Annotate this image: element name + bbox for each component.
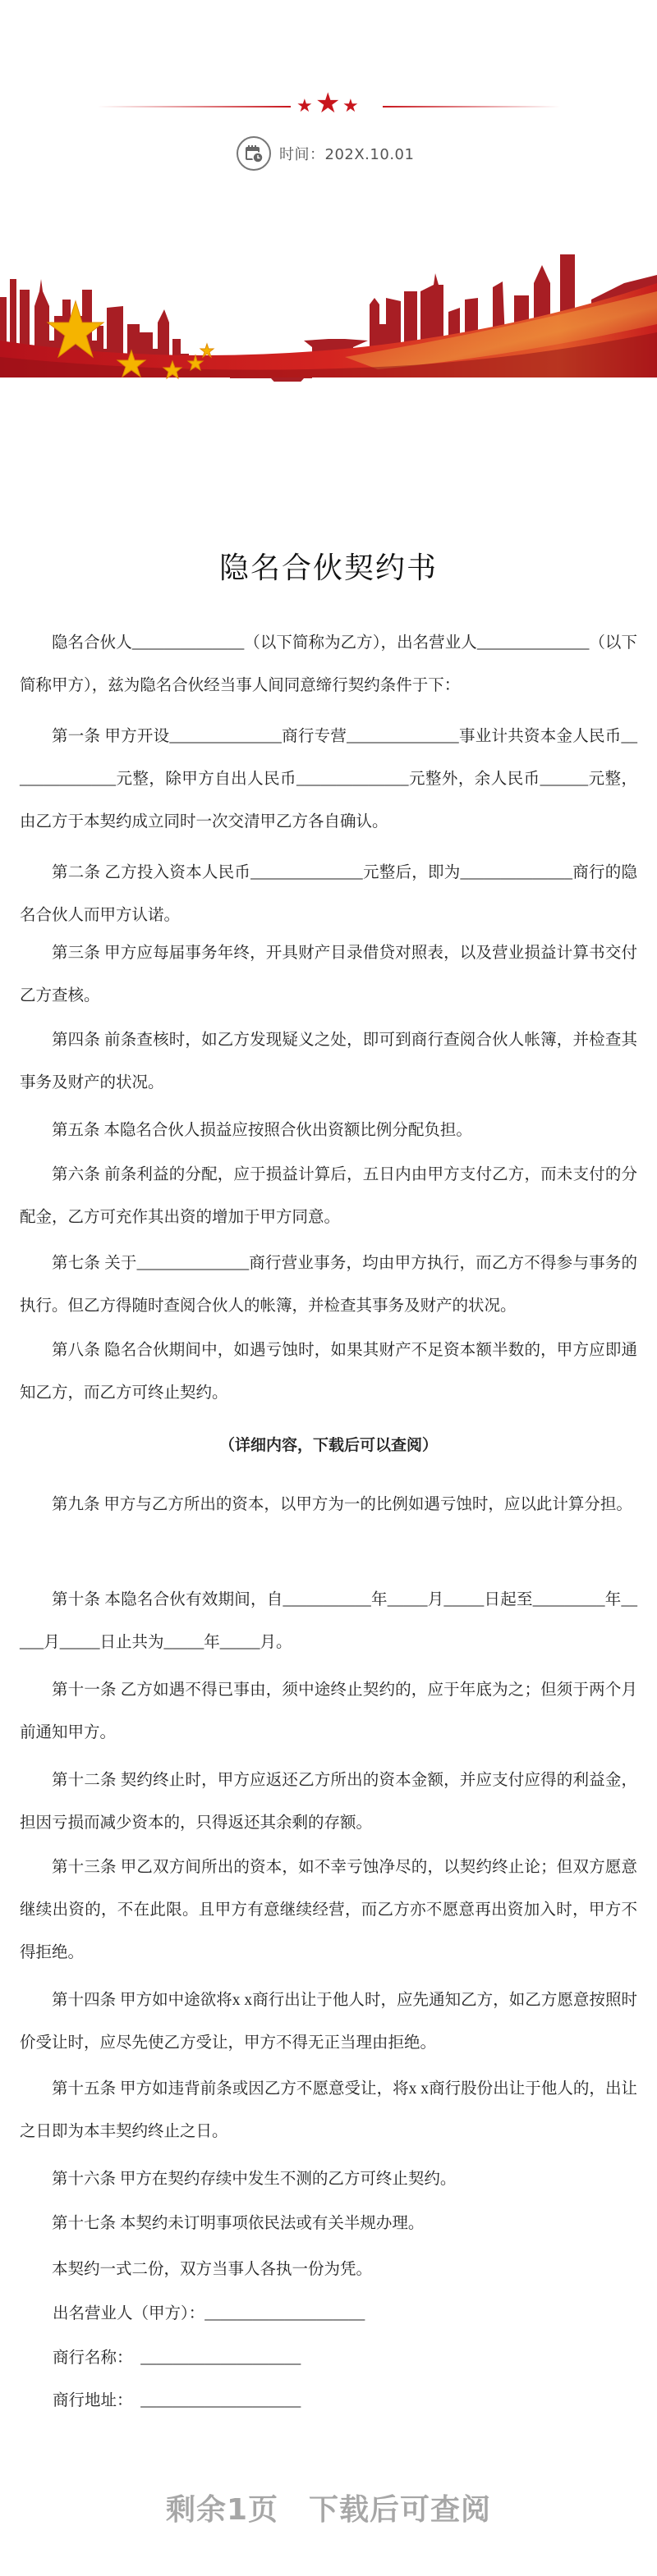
header-divider-right [383, 106, 560, 108]
article-11: 第十一条 乙方如遇不得已事由，须中途终止契约的，应于年底为之；但须于两个月前通知甲方。 [20, 1681, 637, 1741]
star-icon: ★ [296, 95, 313, 116]
preamble-paragraph: 隐名合伙人______________（以下简称为乙方），出名营业人______________（以下简称甲方），兹为隐名合伙经当事人间同意缔行契约条件于下： [20, 634, 637, 694]
article-3: 第三条 甲方应每届事务年终，开具财产目录借贷对照表，以及营业损益计算书交付乙方查核。 [20, 945, 637, 1004]
article-4: 第四条 前条查核时，如乙方发现疑义之处，即可到商行查阅合伙人帐簿，并检查其事务及财产的状况。 [20, 1032, 637, 1091]
article-5: 第五条 本隐名合伙人损益应按照合伙出资额比例分配负担。 [52, 1122, 472, 1139]
article-7: 第七条 关于______________商行营业事务，均由甲方执行，而乙方不得参与事务的执行。但乙方得随时查阅合伙人的帐簿，并检查其事务及财产的状况。 [20, 1255, 637, 1315]
calendar-clock-icon [237, 136, 271, 171]
copies-clause: 本契约一式二份，双方当事人各执一份为凭。 [52, 2261, 373, 2278]
header-divider-left [97, 106, 291, 108]
article-2: 第二条 乙方投入资本人民币______________元整后，即为______________商行的隐名合伙人而甲方认诺。 [20, 864, 637, 924]
article-6: 第六条 前条利益的分配，应于损益计算后，五日内由甲方支付乙方，而未支付的分配金，乙方可充作其出资的增加于甲方同意。 [20, 1166, 637, 1226]
document-title: 隐名合伙契约书 [218, 551, 438, 585]
article-16: 第十六条 甲方在契约存续中发生不测的乙方可终止契约。 [52, 2171, 457, 2188]
download-notice: （详细内容，下载后可以查阅） [218, 1436, 438, 1454]
signature-firm-address: 商行地址： ____________________ [53, 2392, 301, 2409]
article-10: 第十条 本隐名合伙有效期间，自___________年_____月_____日起至_________年_____月_____日止共为_____年_____月。 [20, 1591, 637, 1651]
article-8: 第八条 隐名合伙期间中，如遇亏蚀时，如果其财产不足资本额半数的，甲方应即通知乙方，而乙方可终止契约。 [20, 1342, 637, 1402]
remaining-pages-download-button[interactable]: 剩余1页 下载后可查阅 [165, 2493, 492, 2527]
signature-party-a: 出名营业人（甲方）：____________________ [53, 2305, 365, 2322]
date-text: 时间：202X.10.01 [279, 146, 415, 163]
signature-firm-name: 商行名称： ____________________ [53, 2350, 301, 2367]
city-skyline-banner [0, 234, 657, 382]
article-14: 第十四条 甲方如中途欲将x x商行出让于他人时，应先通知乙方，如乙方愿意按照时价受让时，应尽先使乙方受让，甲方不得无正当理由拒绝。 [20, 1992, 637, 2052]
article-1: 第一条 甲方开设______________商行专营______________事业计共资本金人民币______________元整，除甲方自出人民币______________元整外，余人民币______元整，由乙方于本契约成立同时一次交清甲乙方各自确认。 [20, 728, 637, 830]
article-13: 第十三条 甲乙双方间所出的资本，如不幸亏蚀净尽的，以契约终止论；但双方愿意继续出资的，不在此限。且甲方有意继续经营，而乙方亦不愿意再出资加入时，甲方不得拒绝。 [20, 1859, 637, 1961]
article-9: 第九条 甲方与乙方所出的资本，以甲方为一的比例如遇亏蚀时，应以此计算分担。 [52, 1496, 632, 1513]
date-row [237, 136, 414, 171]
article-12: 第十二条 契约终止时，甲方应返还乙方所出的资本金额，并应支付应得的利益金，担因亏损而减少资本的，只得返还其余剩的存额。 [20, 1772, 637, 1832]
article-17: 第十七条 本契约未订明事项依民法或有关半规办理。 [52, 2215, 425, 2232]
star-icon: ★ [315, 89, 341, 119]
star-icon: ★ [342, 95, 359, 116]
star-icon [200, 344, 214, 357]
article-15: 第十五条 甲方如违背前条或因乙方不愿意受让，将x x商行股份出让于他人的，出让之日即为本丰契约终止之日。 [20, 2080, 637, 2140]
